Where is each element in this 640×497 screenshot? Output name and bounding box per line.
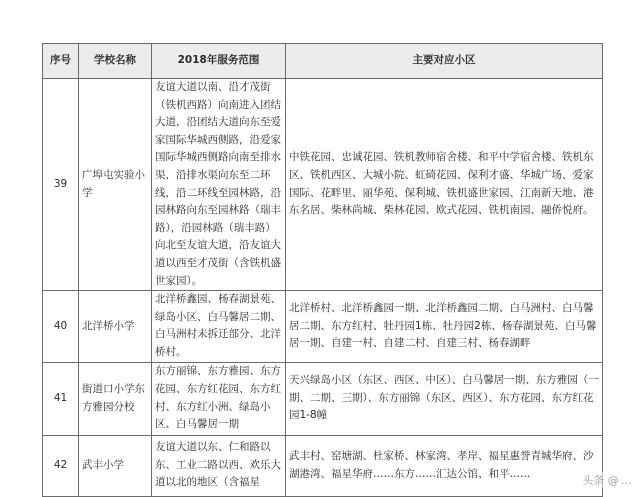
range-cell: 友谊大道以东、仁和路以东、工业二路以西、欢乐大道以北的地区（含福星 — [152, 435, 286, 496]
area-cell: 中铁花园、忠诚花园、铁机教师宿舍楼、和平中学宿舍楼、铁机东区、铁机西区、大城小院、虹碕花园、保利才盛、华城广场、爱家国际、花畔里、丽华苑、保利城、铁机盛世家园、江南新天地、港东名居、柴林尚城、柴林花园、欧式花园、铁机南园、融侨悦府。 — [286, 79, 603, 291]
table-row — [43, 362, 603, 435]
table-row — [43, 435, 603, 496]
enrollment-zone-table — [42, 43, 603, 497]
school-cell: 街道口小学东方雅园分校 — [79, 362, 152, 435]
header-residential-areas: 主要对应小区 — [286, 44, 603, 79]
school-cell: 广埠屯实验小学 — [79, 79, 152, 291]
range-cell: 东方丽锦、东方雅园、东方花园、东方红花园、东方红村、东方红小洲、绿岛小区、白马馨居一期 — [152, 362, 286, 435]
serial-cell: 39 — [43, 79, 79, 291]
header-range: 2018年服务范围 — [152, 44, 286, 79]
range-cell: 友谊大道以南、沿才茂街（铁机西路）向南进入团结大道，沿团结大道向东至爱家国际华城西侧路，沿爱家国际华城西侧路向南至排水渠，沿排水渠向东至二环线，沿二环线至园林路，沿园林路向东至园林路（瑞丰路），沿园林路（瑞丰路）向北至友谊大道，沿友谊大道以西至才茂街（含铁机盛世家园）。 — [152, 79, 286, 291]
table-row — [43, 79, 603, 291]
watermark: 头条 @ … — [580, 474, 632, 487]
area-cell: 武丰村、窑塘湖、杜家桥、林家湾、孝岸、福星惠誉青城华府、沙湖港湾、福星华府……东方……汇达公馆、和平…… — [286, 435, 603, 496]
school-cell: 武丰小学 — [79, 435, 152, 496]
table-header-row — [43, 44, 603, 79]
header-school: 学校名称 — [79, 44, 152, 79]
serial-cell: 42 — [43, 435, 79, 496]
serial-cell: 41 — [43, 362, 79, 435]
serial-cell: 40 — [43, 291, 79, 362]
area-cell: 天兴绿岛小区（东区、西区、中区）、白马馨居一期、东方雅园（一期、二期、三期）、东方丽锦（东区、西区）、东方花园、东方红花园1-8幢 — [286, 362, 603, 435]
school-cell: 北洋桥小学 — [79, 291, 152, 362]
area-cell: 北洋桥村、北洋桥鑫园一期、北洋桥鑫园二期、白马洲村、白马馨居二期、东方红村、牡丹园1栋、牡丹园2栋、杨春湖景苑、白马馨居一期、自建一村、自建二村、自建三村、杨春湖畔 — [286, 291, 603, 362]
table-row — [43, 291, 603, 362]
header-serial: 序号 — [43, 44, 79, 79]
range-cell: 北洋桥鑫园、杨春湖景苑、绿岛小区、白马馨居二期、白马洲村未拆迁部分、北洋桥村。 — [152, 291, 286, 362]
